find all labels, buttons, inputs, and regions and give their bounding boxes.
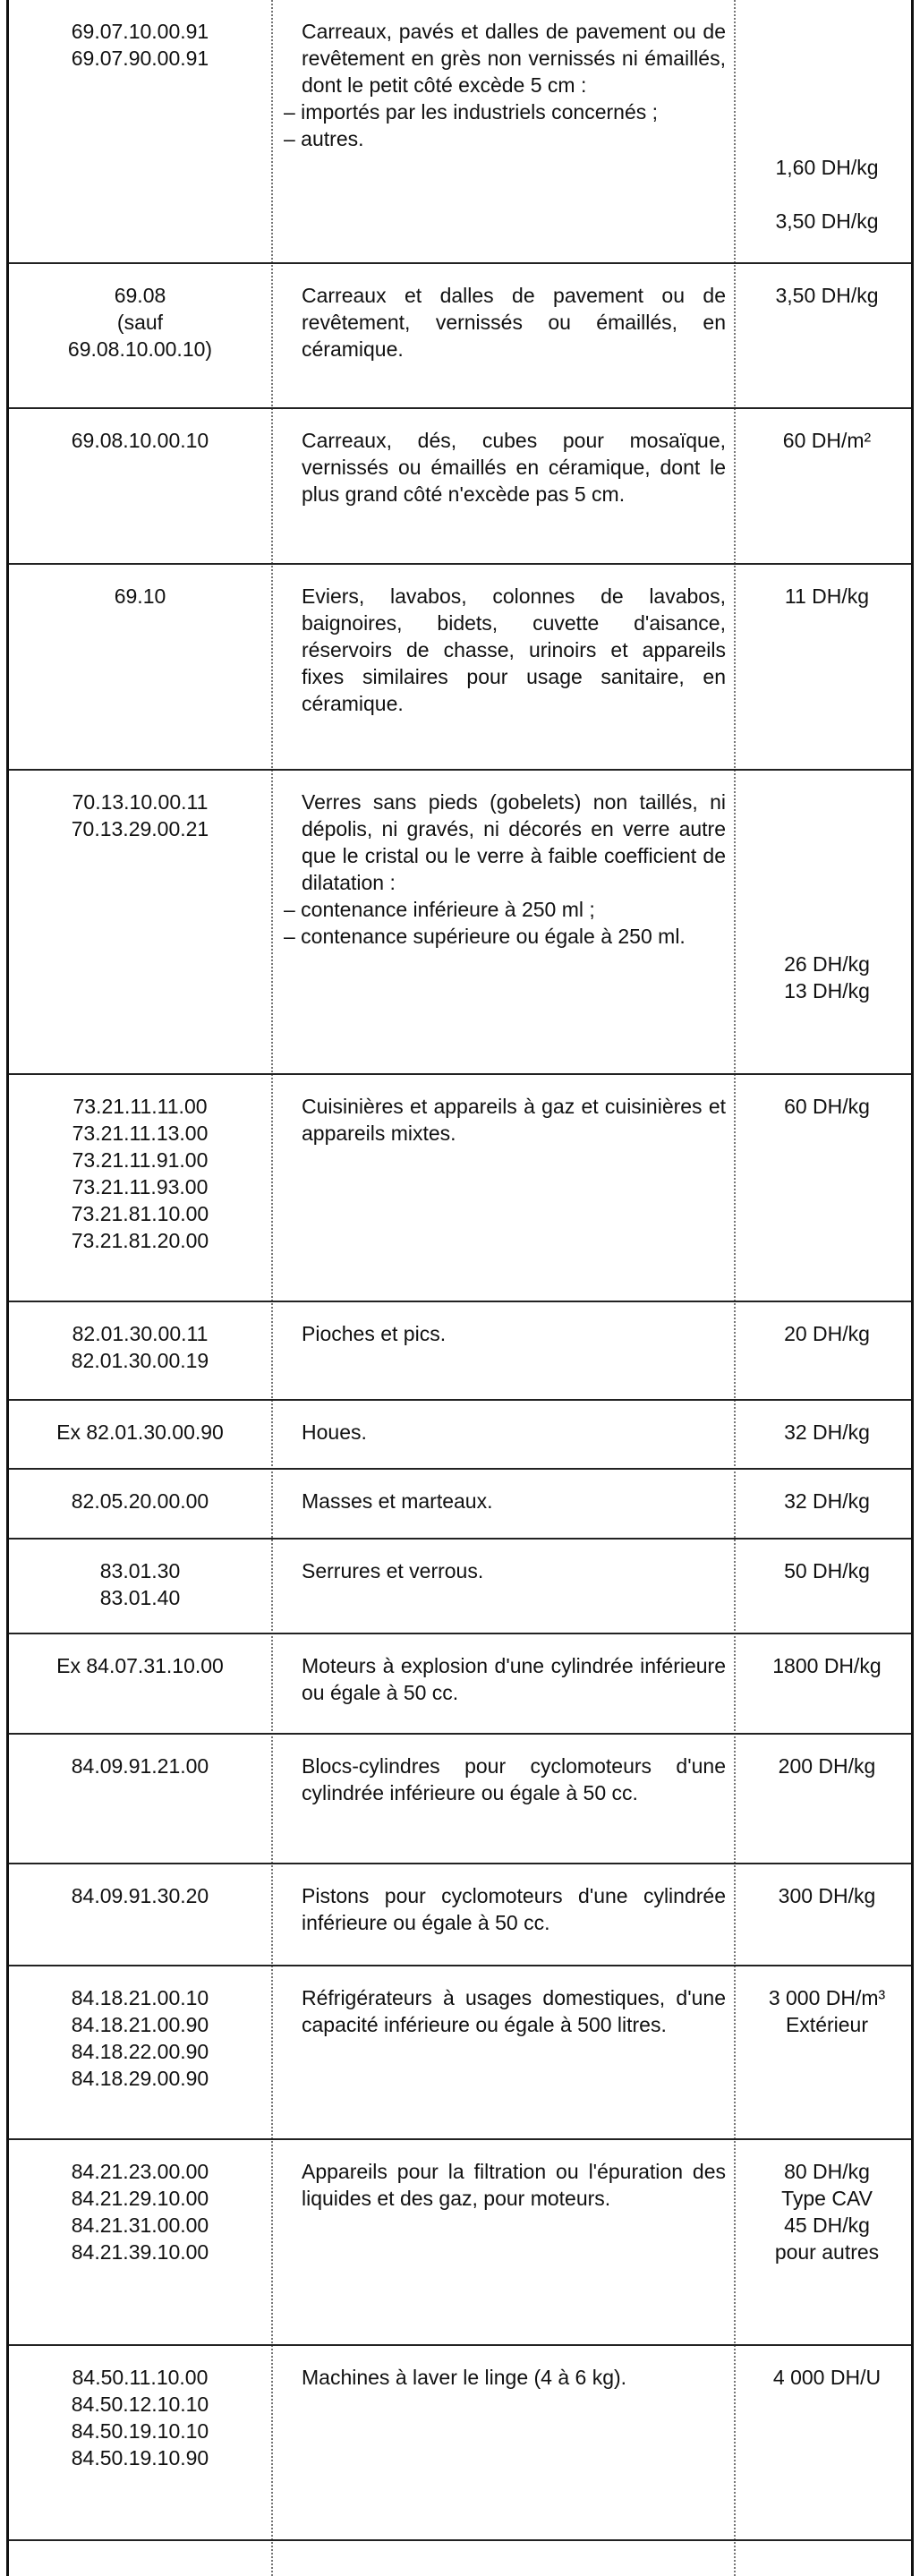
duty-rate: 1800 DH/kg (772, 1654, 882, 1677)
table-row (9, 264, 911, 409)
tariff-code: 84.09.91.30.20 (71, 1884, 209, 1907)
item-description (284, 1984, 726, 2038)
duty-rate: 13 DH/kg (784, 979, 870, 1002)
sub-item: – autres. (284, 127, 364, 150)
tariff-code: 73.21.11.11.00 73.21.11.13.00 73.21.11.91.00 73.21.11.93.00 73.21.81.10.00 73.21.81.20.00 (71, 1095, 209, 1252)
duty-rate: 80 DH/kg Type CAV 45 DH/kg pour autres (774, 2160, 880, 2264)
duty-rate: 3,50 DH/kg (775, 284, 879, 307)
item-description (284, 1652, 726, 1706)
duty-rate: 3,50 DH/kg (775, 209, 879, 233)
item-description (284, 583, 726, 717)
tariff-code: 82.01.30.00.11 82.01.30.00.19 (71, 1322, 209, 1372)
duty-rate: 1,60 DH/kg (775, 156, 879, 179)
tariff-code: 82.05.20.00.00 (71, 1489, 209, 1513)
duty-rate: 60 DH/m² (782, 429, 872, 452)
duty-rate: 300 DH/kg (778, 1884, 876, 1907)
description-text: Masses et marteaux. (302, 1489, 493, 1513)
duty-rate: 200 DH/kg (778, 1754, 876, 1778)
table-row (9, 1634, 911, 1735)
item-description (284, 1753, 726, 1806)
item-description (284, 2364, 726, 2391)
table-row (9, 771, 911, 1075)
row-divider (9, 2539, 911, 2541)
item-description (284, 1557, 726, 1584)
duty-rate: 50 DH/kg (784, 1559, 870, 1582)
tariff-code: 69.07.10.00.91 69.07.90.00.91 (71, 20, 209, 70)
tariff-code: 69.08 (sauf 69.08.10.00.10) (67, 284, 213, 361)
description-text: Machines à laver le linge (4 à 6 kg). (302, 2366, 627, 2389)
item-description (284, 789, 726, 950)
item-description (284, 427, 726, 508)
description-text: Moteurs à explosion d'une cylindrée inférieure ou égale à 50 cc. (302, 1654, 726, 1704)
duty-rate: 32 DH/kg (784, 1420, 870, 1444)
item-description (284, 1488, 726, 1514)
duty-rate: 11 DH/kg (784, 584, 870, 608)
item-description (284, 1419, 726, 1446)
tariff-code: 84.09.91.21.00 (71, 1754, 209, 1778)
description-text: Cuisinières et appareils à gaz et cuisinières et appareils mixtes. (302, 1095, 726, 1145)
item-description (284, 282, 726, 363)
description-text: Blocs-cylindres pour cyclomoteurs d'une cylindrée inférieure ou égale à 50 cc. (302, 1754, 726, 1804)
table-row (9, 1735, 911, 1864)
description-text: Verres sans pieds (gobelets) non taillés, ni dépolis, ni gravés, ni décorés en verre autre que le cristal ou le verre à faible coefficient de dilatation : (302, 790, 726, 894)
description-text: Appareils pour la filtration ou l'épuration des liquides et des gaz, pour moteurs. (302, 2160, 726, 2210)
sub-item: – contenance inférieure à 250 ml ; (284, 898, 595, 921)
item-description (284, 18, 726, 152)
tariff-code: 69.08.10.00.10 (71, 429, 209, 452)
sub-item: – importés par les industriels concernés ; (284, 100, 659, 124)
tariff-code: 70.13.10.00.11 70.13.29.00.21 (71, 790, 209, 840)
description-text: Carreaux, pavés et dalles de pavement ou de revêtement en grès non vernissés ni émaillés, dont le petit côté excède 5 cm : (302, 20, 726, 97)
table-row (9, 1966, 911, 2140)
item-description (284, 1093, 726, 1147)
table-row (9, 1470, 911, 1540)
duty-rate: 3 000 DH/m³ Extérieur (768, 1986, 886, 2036)
table-row (9, 409, 911, 565)
table-row (9, 0, 911, 264)
table-row (9, 1401, 911, 1470)
tariff-code: 83.01.30 83.01.40 (99, 1559, 181, 1609)
duty-rate: 20 DH/kg (784, 1322, 870, 1345)
description-text: Pioches et pics. (302, 1322, 447, 1345)
item-description (284, 2158, 726, 2212)
duty-rate: 4 000 DH/U (772, 2366, 882, 2389)
table-right-border (911, 0, 914, 2576)
table-row (9, 565, 911, 771)
table-row (9, 1302, 911, 1401)
table-row (9, 1075, 911, 1302)
tariff-code: 84.50.11.10.00 84.50.12.10.10 84.50.19.10.10 84.50.19.10.90 (71, 2366, 209, 2469)
description-text: Serrures et verrous. (302, 1559, 484, 1582)
duty-rate: 32 DH/kg (784, 1489, 870, 1513)
description-text: Houes. (302, 1420, 367, 1444)
tariff-code: Ex 84.07.31.10.00 (56, 1654, 224, 1677)
item-description (284, 1882, 726, 1936)
sub-item: – contenance supérieure ou égale à 250 ml. (284, 925, 686, 948)
table-row (9, 2140, 911, 2346)
table-row (9, 2346, 911, 2541)
duty-rate: 26 DH/kg (784, 952, 870, 976)
description-text: Pistons pour cyclomoteurs d'une cylindrée inférieure ou égale à 50 cc. (302, 1884, 726, 1934)
tariff-code: 84.21.23.00.00 84.21.29.10.00 84.21.31.00.00 84.21.39.10.00 (71, 2160, 209, 2264)
duty-rate: 60 DH/kg (784, 1095, 870, 1118)
tariff-code: Ex 82.01.30.00.90 (56, 1420, 224, 1444)
table-row (9, 1540, 911, 1634)
description-text: Réfrigérateurs à usages domestiques, d'une capacité inférieure ou égale à 500 litres. (302, 1986, 726, 2036)
description-text: Carreaux, dés, cubes pour mosaïque, vernissés ou émaillés en céramique, dont le plus grand côté n'excède pas 5 cm. (302, 429, 726, 506)
item-description (284, 1320, 726, 1347)
table-row (9, 1864, 911, 1966)
tariff-code: 69.10 (114, 584, 166, 608)
tariff-code: 84.18.21.00.10 84.18.21.00.90 84.18.22.00.90 84.18.29.00.90 (71, 1986, 209, 2090)
description-text: Carreaux et dalles de pavement ou de revêtement, vernissés ou émaillés, en céramique. (302, 284, 726, 361)
description-text: Eviers, lavabos, colonnes de lavabos, baignoires, bidets, cuvette d'aisance, réservoirs de chasse, urinoirs et appareils fixes similaires pour usage sanitaire, en céramique. (302, 584, 726, 715)
